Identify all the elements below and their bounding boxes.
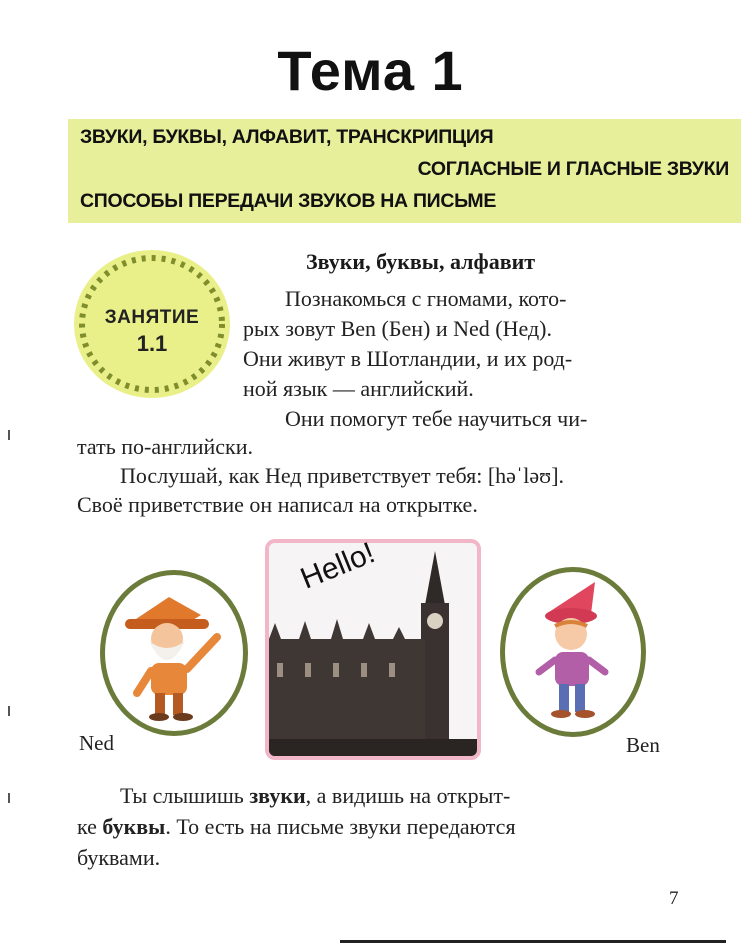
badge-number: 1.1 [136, 331, 168, 356]
topic-line-1: ЗВУКИ, БУКВЫ, АЛФАВИТ, ТРАНСКРИПЦИЯ [80, 126, 494, 148]
ben-gnome-image [505, 572, 641, 732]
intro-line-6: тать по-английски. [77, 434, 254, 459]
caption-ned: Ned [79, 731, 114, 755]
margin-mark [8, 706, 10, 716]
intro-line-5: Они помогут тебе научиться чи- [285, 406, 588, 431]
topic-line-3: СПОСОБЫ ПЕРЕДАЧИ ЗВУКОВ НА ПИСЬМЕ [80, 190, 497, 212]
postcard-hello-text: Hello! [296, 536, 380, 596]
topic-line-2: СОГЛАСНЫЕ И ГЛАСНЫЕ ЗВУКИ [417, 158, 729, 180]
margin-mark [8, 793, 10, 803]
intro-line-4: ной язык — английский. [243, 376, 474, 401]
bottom-rule [340, 940, 726, 943]
caption-ben: Ben [626, 733, 660, 757]
page-number: 7 [669, 888, 679, 909]
ned-frame [100, 570, 248, 736]
badge-label: ЗАНЯТИЕ [104, 307, 200, 328]
page-title: Тема 1 [277, 39, 464, 102]
ned-gnome-image [105, 575, 243, 731]
intro-line-8: Своё приветствие он написал на открытке. [77, 492, 478, 517]
intro-line-2: рых зовут Ben (Бен) и Ned (Нед). [243, 316, 552, 341]
outro-line-1: Ты слышишь звуки, а видишь на открыт- [120, 783, 511, 808]
intro-line-3: Они живут в Шотландии, и их род- [243, 346, 573, 371]
intro-line-1: Познакомься с гномами, кото- [285, 286, 567, 311]
lesson-badge [74, 250, 230, 398]
outro-line-3: буквами. [77, 845, 161, 870]
margin-mark [8, 430, 10, 440]
section-heading: Звуки, буквы, алфавит [306, 249, 536, 274]
postcard-image [265, 539, 481, 760]
outro-line-2: ке буквы. То есть на письме звуки передаются [77, 814, 516, 839]
ben-frame [500, 567, 646, 737]
topics-band [68, 119, 741, 223]
intro-line-7: Послушай, как Нед приветствует тебя: [həˈləʊ]. [120, 463, 565, 488]
